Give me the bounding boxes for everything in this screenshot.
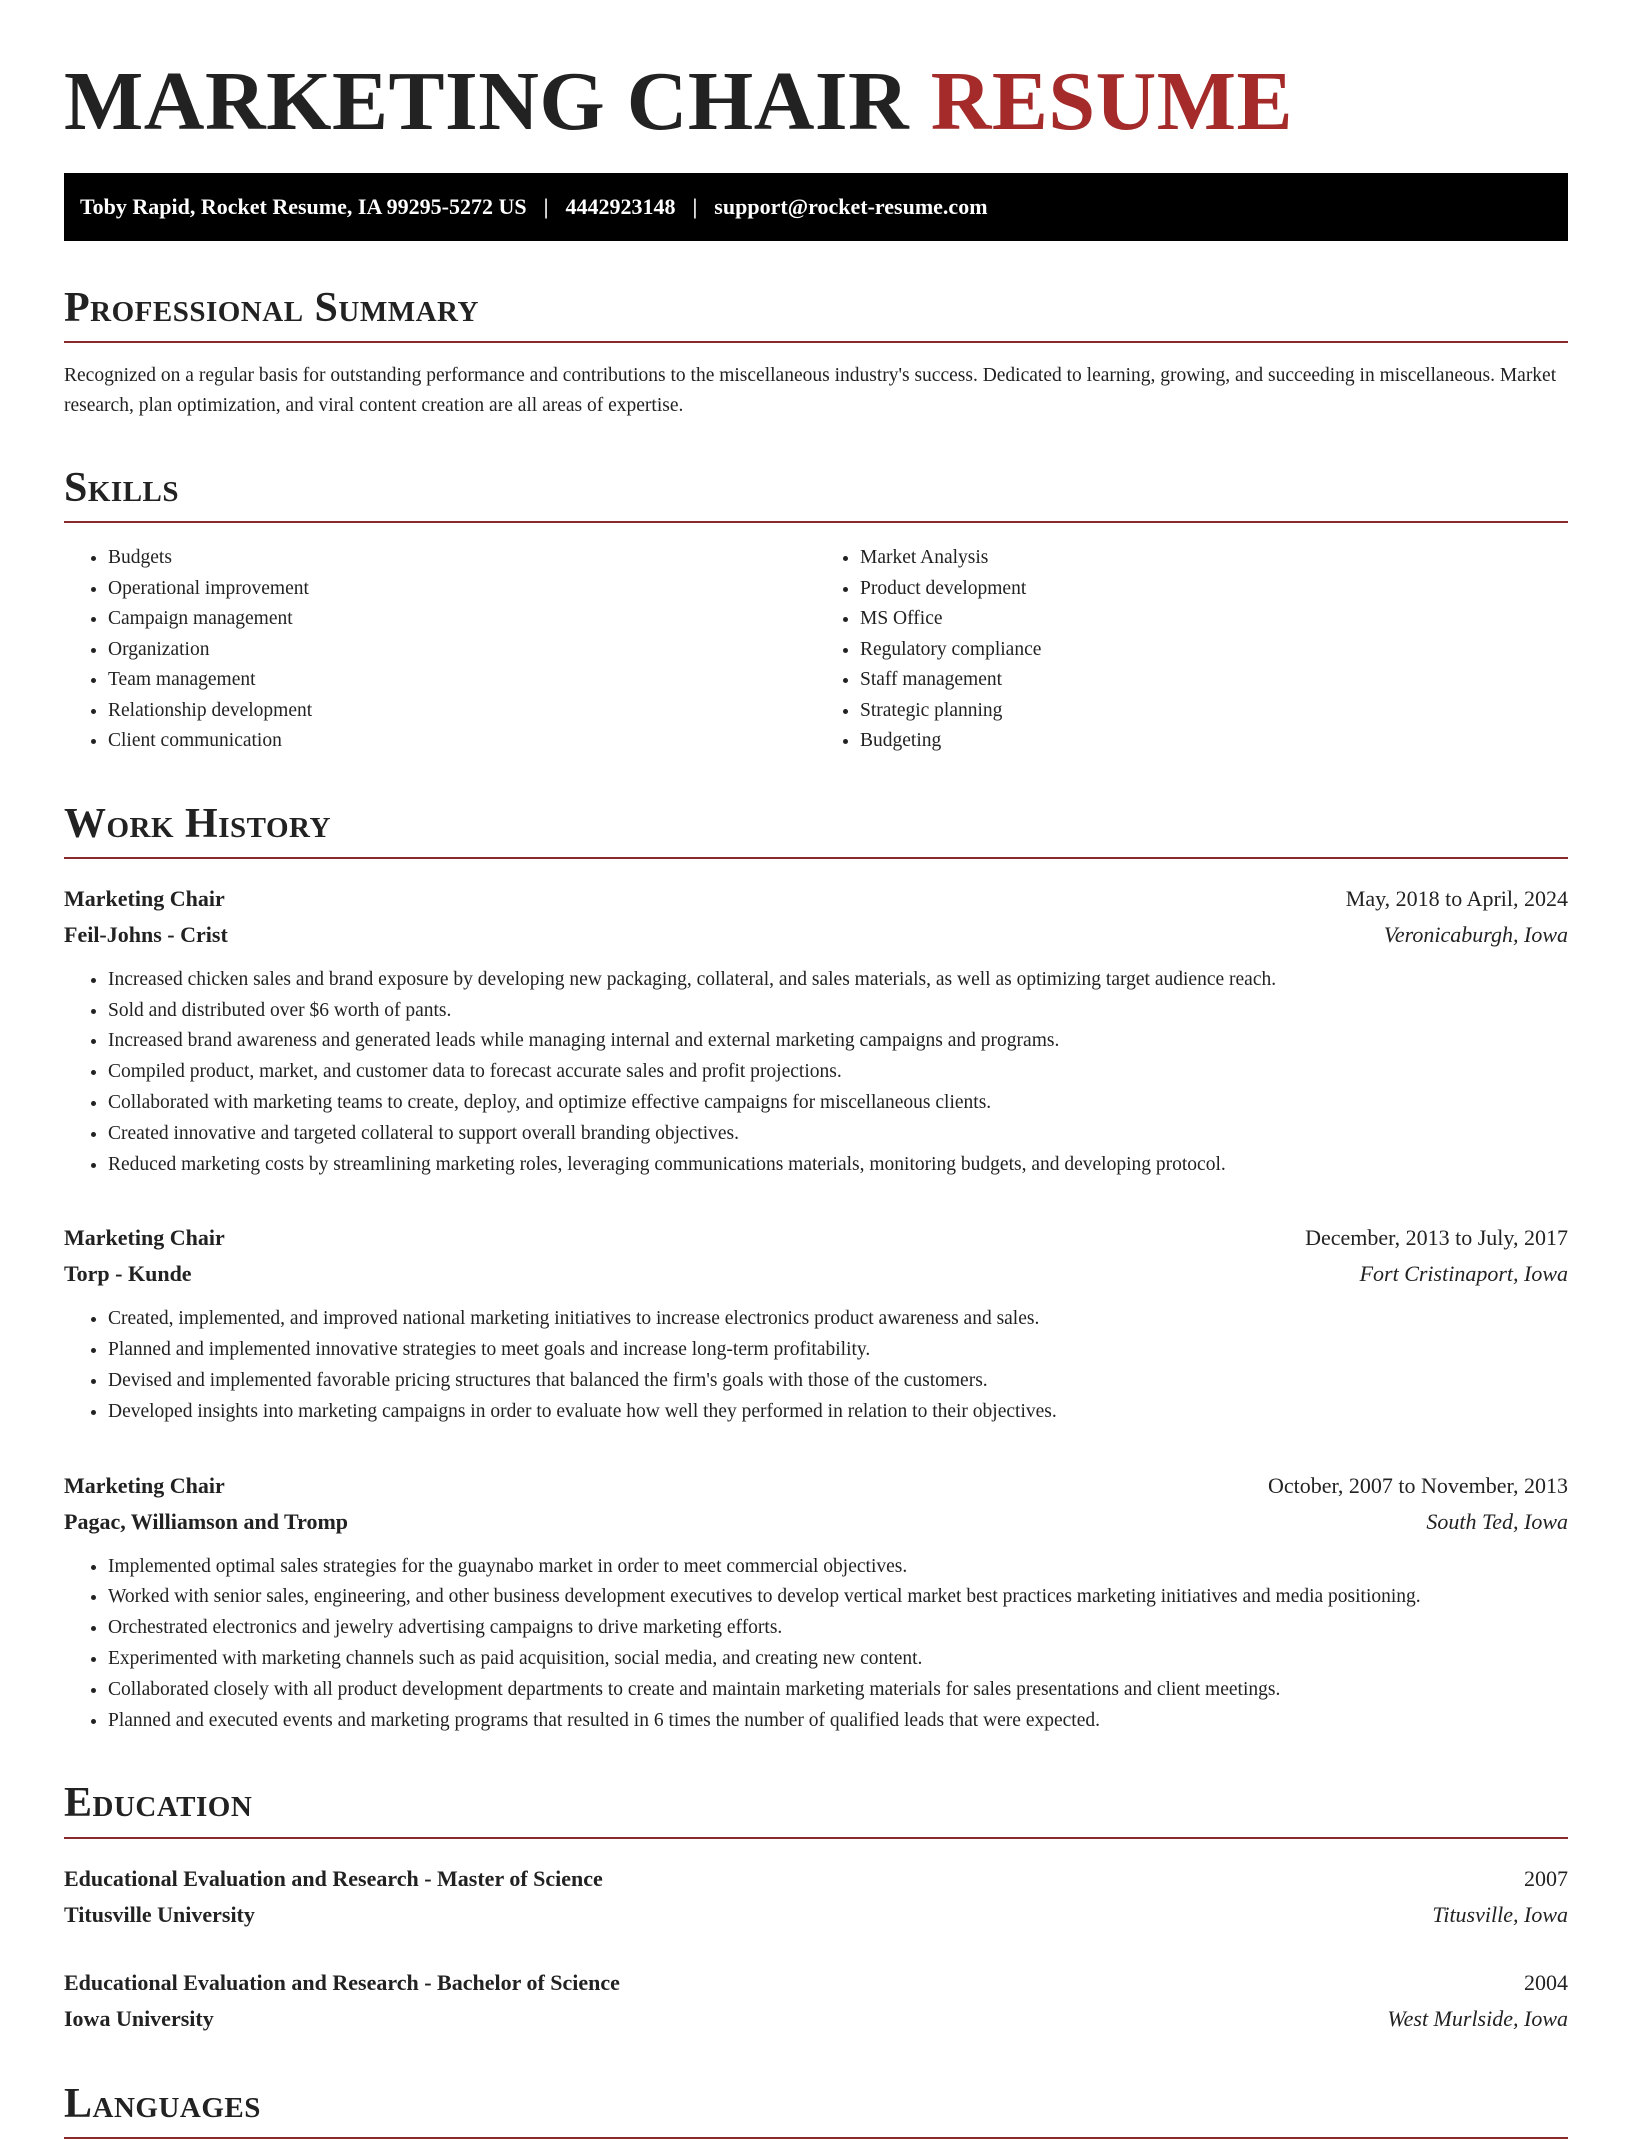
job-entry	[64, 1468, 1568, 1737]
education-heading: Education	[64, 1780, 1568, 1838]
summary-heading: Professional Summary	[64, 285, 1568, 343]
job-bullet: • Experimented with marketing channels such as paid acquisition, social media, and creating new content.	[108, 1644, 1568, 1675]
job-bullet: • Increased chicken sales and brand exposure by developing new packaging, collateral, and sales materials, as well as optimizing target audience reach.	[108, 965, 1568, 996]
job-company: Feil-Johns - Crist	[64, 921, 228, 947]
education-school: Iowa University	[64, 2005, 214, 2031]
job-bullet: • Planned and executed events and marketing programs that resulted in 6 times the number of qualified leads that were expected.	[108, 1706, 1568, 1737]
job-bullet: • Worked with senior sales, engineering, and other business development executives to develop vertical market best practices marketing initiatives and media positioning.	[108, 1582, 1568, 1613]
education-year: 2007	[1524, 1865, 1568, 1891]
skills-column-left	[64, 543, 816, 757]
job-location: Veronicaburgh, Iowa	[1383, 921, 1568, 947]
skill-item: • Strategic planning	[860, 696, 1568, 727]
skills-column-right	[816, 543, 1568, 757]
contact-phone: 4442923148	[565, 193, 676, 219]
job-dates: October, 2007 to November, 2013	[1267, 1472, 1568, 1498]
education-degree-row	[64, 1861, 1568, 1897]
job-dates: December, 2013 to July, 2017	[1305, 1225, 1568, 1251]
job-title: Marketing Chair	[64, 1472, 225, 1498]
education-degree-row	[64, 1965, 1568, 2001]
skill-item: • Budgets	[108, 543, 816, 574]
job-bullet: • Collaborated closely with all product development departments to create and maintain marketing materials for sales presentations and client meetings.	[108, 1675, 1568, 1706]
job-bullet: • Increased brand awareness and generated leads while managing internal and external marketing campaigns and programs.	[108, 1026, 1568, 1057]
job-dates: May, 2018 to April, 2024	[1345, 885, 1568, 911]
job-bullet: • Developed insights into marketing campaigns in order to evaluate how well they performed in relation to their objectives.	[108, 1397, 1568, 1428]
job-title: Marketing Chair	[64, 1225, 225, 1251]
education-entry	[64, 1965, 1568, 2037]
education-school: Titusville University	[64, 1901, 255, 1927]
skill-item: • Client communication	[108, 726, 816, 757]
contact-bar	[64, 173, 1568, 241]
job-company: Torp - Kunde	[64, 1261, 192, 1287]
resume-title	[64, 0, 1568, 153]
job-bullet: • Implemented optimal sales strategies for the guaynabo market in order to meet commercial objectives.	[108, 1552, 1568, 1583]
contact-email: support@rocket-resume.com	[714, 193, 988, 219]
job-header-row	[64, 1220, 1568, 1256]
job-company-row	[64, 917, 1568, 953]
job-header-row	[64, 881, 1568, 917]
job-bullet: • Devised and implemented favorable pricing structures that balanced the firm's goals with those of the customers.	[108, 1366, 1568, 1397]
summary-text: Recognized on a regular basis for outstanding performance and contributions to the miscellaneous industry's success. Dedicated to learning, growing, and succeeding in miscellaneous. Market research, plan optimization, and viral content creation are all areas of expertise.	[64, 364, 1557, 416]
title-main: MARKETING CHAIR	[64, 55, 931, 148]
job-location: South Ted, Iowa	[1426, 1508, 1568, 1534]
job-company-row	[64, 1256, 1568, 1292]
job-bullet: • Compiled product, market, and customer data to forecast accurate sales and profit projections.	[108, 1057, 1568, 1088]
job-title: Marketing Chair	[64, 885, 225, 911]
job-entry	[64, 881, 1568, 1181]
job-location: Fort Cristinaport, Iowa	[1359, 1261, 1568, 1287]
skill-item: • Regulatory compliance	[860, 635, 1568, 666]
job-bullet: • Reduced marketing costs by streamlining marketing roles, leveraging communications materials, monitoring budgets, and developing protocol.	[108, 1150, 1568, 1181]
work-history-heading: Work History	[64, 801, 1568, 859]
contact-address: Toby Rapid, Rocket Resume, IA 99295-5272 US	[80, 193, 527, 219]
job-bullet: • Created, implemented, and improved national marketing initiatives to increase electronics product awareness and sales.	[108, 1304, 1568, 1335]
title-accent: RESUME	[930, 55, 1294, 148]
skill-item: • Product development	[860, 574, 1568, 605]
job-company-row	[64, 1504, 1568, 1540]
job-header-row	[64, 1468, 1568, 1504]
job-bullet: • Sold and distributed over $6 worth of pants.	[108, 996, 1568, 1027]
languages-heading: Languages	[64, 2081, 1568, 2139]
skill-item: • Team management	[108, 665, 816, 696]
education-school-row	[64, 1897, 1568, 1933]
skill-item: • Relationship development	[108, 696, 816, 727]
job-bullet: • Planned and implemented innovative strategies to meet goals and increase long-term profitability.	[108, 1335, 1568, 1366]
contact-separator: |	[543, 193, 549, 219]
skill-item: • Operational improvement	[108, 574, 816, 605]
job-entry	[64, 1220, 1568, 1427]
skill-item: • Staff management	[860, 665, 1568, 696]
education-location: Titusville, Iowa	[1432, 1901, 1568, 1927]
skills-list	[64, 543, 1568, 757]
education-location: West Murlside, Iowa	[1387, 2005, 1568, 2031]
job-bullets	[64, 1552, 1568, 1737]
education-degree: Educational Evaluation and Research - Master of Science	[64, 1865, 603, 1891]
job-bullets	[64, 1304, 1568, 1427]
skill-item: • MS Office	[860, 604, 1568, 635]
skill-item: • Campaign management	[108, 604, 816, 635]
job-company: Pagac, Williamson and Tromp	[64, 1508, 349, 1534]
education-degree: Educational Evaluation and Research - Bachelor of Science	[64, 1969, 620, 1995]
education-entry	[64, 1861, 1568, 1933]
contact-separator: |	[692, 193, 698, 219]
job-bullet: • Created innovative and targeted collateral to support overall branding objectives.	[108, 1119, 1568, 1150]
skills-heading: Skills	[64, 465, 1568, 523]
education-year: 2004	[1524, 1969, 1568, 1995]
skill-item: • Market Analysis	[860, 543, 1568, 574]
education-school-row	[64, 2001, 1568, 2037]
skill-item: • Organization	[108, 635, 816, 666]
job-bullets	[64, 965, 1568, 1181]
job-bullet: • Orchestrated electronics and jewelry advertising campaigns to drive marketing efforts.	[108, 1613, 1568, 1644]
skill-item: • Budgeting	[860, 726, 1568, 757]
job-bullet: • Collaborated with marketing teams to create, deploy, and optimize effective campaigns for miscellaneous clients.	[108, 1088, 1568, 1119]
